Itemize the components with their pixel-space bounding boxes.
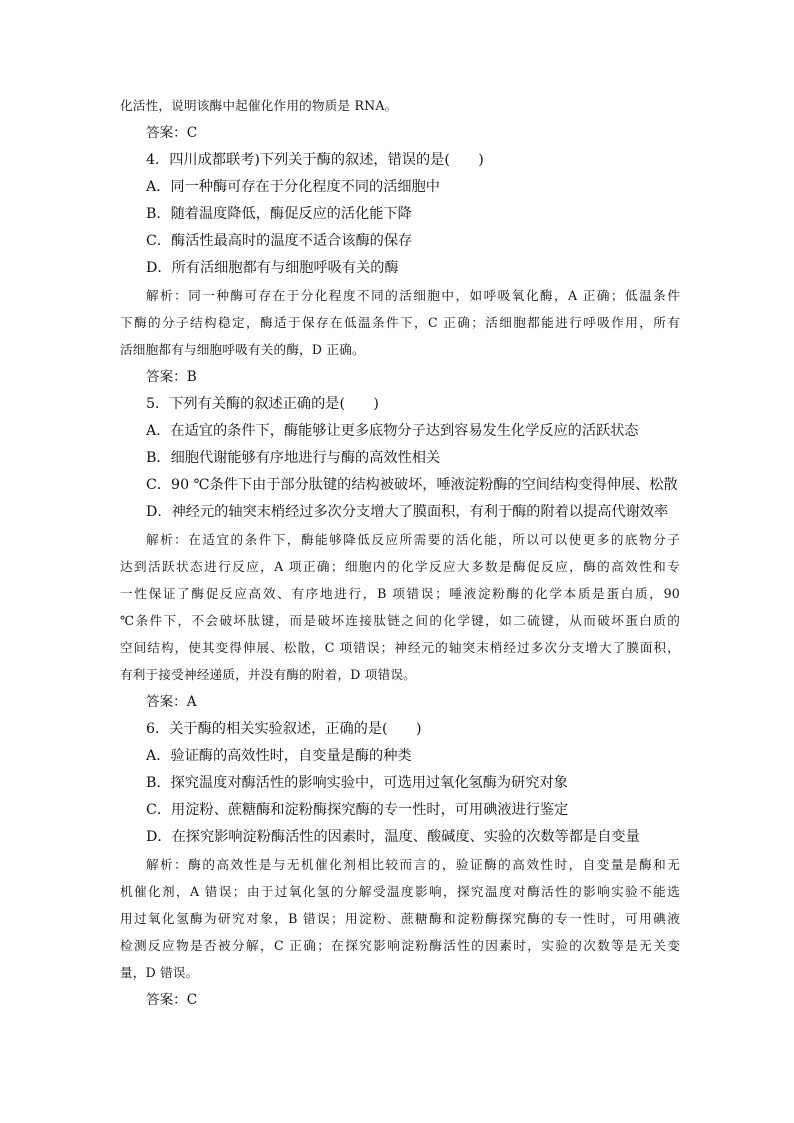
question-4-answer: 答案：B — [146, 369, 197, 385]
question-5-analysis-line: 有利于接受神经递质，并没有酶的附着，D 项错误。 — [120, 667, 416, 682]
question-4-analysis-line: 解析：同一种酶可存在于分化程度不同的活细胞中，如呼吸氧化酶，A 正确；低温条件 — [146, 288, 680, 303]
question-5-answer: 答案：A — [146, 694, 197, 710]
question-6-answer: 答案：C — [146, 992, 198, 1008]
question-4-option-d: D．所有活细胞都有与细胞呼吸有关的酶 — [146, 260, 399, 276]
question-6-option-d: D．在探究影响淀粉酶活性的因素时，温度、酸碱度、实验的次数等都是自变量 — [146, 829, 640, 845]
question-4-analysis-line: 活细胞都有与细胞呼吸有关的酶，D 正确。 — [120, 342, 365, 357]
question-5-analysis-line: 解析：在适宜的条件下，酶能够降低反应所需要的活化能，所以可以使更多的底物分子 — [146, 532, 680, 547]
question-5-analysis-line: 达到活跃状态进行反应，A 项正确；细胞内的化学反应大多数是酶促反应，酶的高效性和专 — [120, 559, 680, 574]
question-5-analysis-line: 一性保证了酶促反应高效、有序地进行，B 项错误；唾液淀粉酶的化学本质是蛋白质，90 — [120, 586, 680, 601]
question-5-option-c: C．90 ℃条件下由于部分肽键的结构被破坏，唾液淀粉酶的空间结构变得伸展、松散 — [146, 477, 678, 493]
question-5-stem: 5．下列有关酶的叙述正确的是( ) — [146, 396, 379, 412]
question-6-analysis-line: 用过氧化氢酶为研究对象，B 错误；用淀粉、蔗糖酶和淀粉酶探究酶的专一性时，可用碘液 — [120, 911, 680, 926]
question-6-analysis-line: 检测反应物是否被分解，C 正确；在探究影响淀粉酶活性的因素时，实验的次数等是无关变 — [120, 938, 680, 953]
question-6-analysis-line: 解析：酶的高效性是与无机催化剂相比较而言的，验证酶的高效性时，自变量是酶和无 — [146, 857, 680, 872]
question-4-analysis-line: 下酶的分子结构稳定，酶适于保存在低温条件下，C 正确；活细胞都能进行呼吸作用，所有 — [120, 315, 680, 330]
question-6-option-c: C．用淀粉、蔗糖酶和淀粉酶探究酶的专一性时，可用碘液进行鉴定 — [146, 802, 569, 818]
question-4-option-a: A．同一种酶可存在于分化程度不同的活细胞中 — [146, 179, 440, 195]
question-5-analysis-line: 空间结构，使其变得伸展、松散，C 项错误；神经元的轴突末梢经过多次分支增大了膜面积， — [120, 640, 680, 655]
question-5-option-d: D．神经元的轴突末梢经过多次分支增大了膜面积，有利于酶的附着以提高代谢效率 — [146, 504, 669, 520]
question-4-stem: 4．四川成都联考)下列关于酶的叙述，错误的是( ) — [146, 152, 484, 168]
question-6-option-a: A．验证酶的高效性时，自变量是酶的种类 — [146, 748, 412, 764]
question-6-option-b: B．探究温度对酶活性的影响实验中，可选用过氧化氢酶为研究对象 — [146, 775, 568, 791]
question-6-analysis-line: 机催化剂，A 错误；由于过氧化氢的分解受温度影响，探究温度对酶活性的影响实验不能选 — [120, 884, 680, 899]
question-5-option-a: A．在适宜的条件下，酶能够让更多底物分子达到容易发生化学反应的活跃状态 — [146, 423, 639, 439]
prev-answer: 答案：C — [146, 125, 198, 141]
prev-analysis-line: 化活性，说明该酶中起催化作用的物质是 RNA。 — [120, 98, 398, 113]
question-5-analysis-line: ℃条件下，不会破坏肽键，而是破坏连接肽链之间的化学键，如二硫键，从而破坏蛋白质的 — [120, 613, 680, 628]
question-6-stem: 6．关于酶的相关实验叙述，正确的是( ) — [146, 721, 422, 737]
question-4-option-b: B．随着温度降低，酶促反应的活化能下降 — [146, 206, 412, 222]
question-5-option-b: B．细胞代谢能够有序地进行与酶的高效性相关 — [146, 450, 441, 466]
question-6-analysis-line: 量，D 错误。 — [120, 965, 199, 980]
question-4-option-c: C．酶活性最高时的温度不适合该酶的保存 — [146, 233, 413, 249]
